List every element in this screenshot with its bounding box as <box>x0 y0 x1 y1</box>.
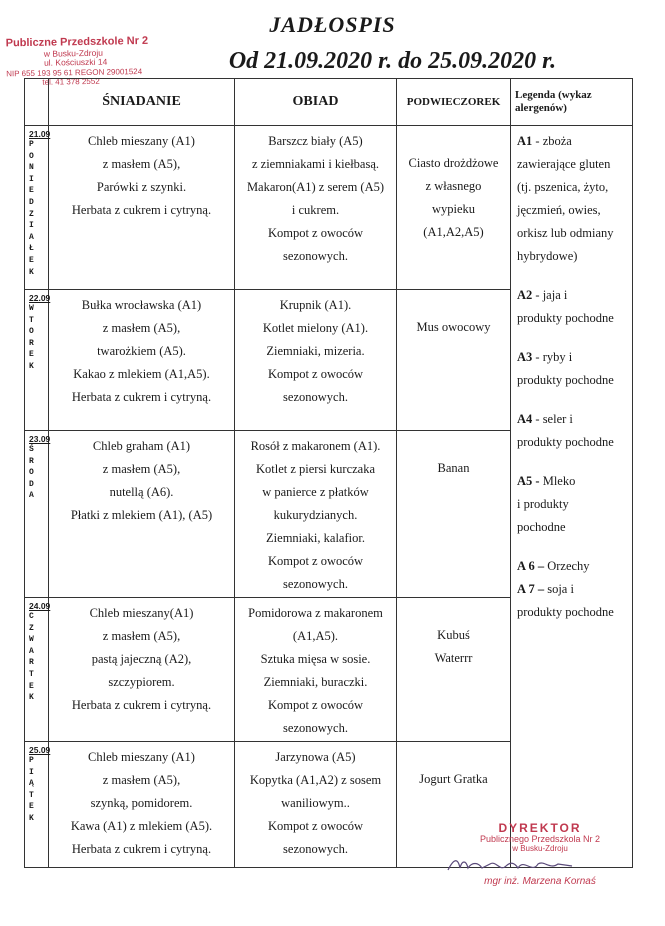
menu-line: Banan <box>437 461 470 475</box>
menu-line: Kopytka (A1,A2) z sosem <box>249 773 382 787</box>
menu-line: szczypiorem. <box>108 675 175 689</box>
day-letter: A <box>29 232 34 242</box>
day-letter: K <box>29 267 34 277</box>
legend-line: produkty pochodne <box>517 373 614 387</box>
day-letter: R <box>29 658 34 668</box>
legend-item-a1: A1 - zboża <box>517 134 572 148</box>
legend-line: produkty pochodne <box>517 311 614 325</box>
legend-item-a6: A 6 – Orzechy <box>517 559 590 573</box>
director-signature <box>440 854 580 876</box>
menu-line: (A1,A5). <box>292 629 339 643</box>
menu-line: Parówki z szynki. <box>96 180 187 194</box>
menu-line: z masłem (A5), <box>102 321 181 335</box>
menu-line: Kubuś <box>437 628 470 642</box>
menu-line: sezonowych. <box>283 390 348 404</box>
director-name: mgr inż. Marzena Kornaś <box>484 875 596 887</box>
menu-line: Kompot z owoców <box>267 698 364 712</box>
snack-cell <box>397 126 511 290</box>
menu-line: sezonowych. <box>283 842 348 856</box>
legend-item-a4: A4 - seler i <box>517 412 573 426</box>
day-letter: E <box>29 681 34 691</box>
day-row <box>25 126 633 290</box>
legend-line: orkisz lub odmiany <box>517 226 614 240</box>
menu-line: z masłem (A5), <box>102 773 181 787</box>
day-label <box>25 598 49 742</box>
menu-line: sezonowych. <box>283 721 348 735</box>
menu-line: Herbata z cukrem i cytryną. <box>71 390 212 404</box>
menu-line: szynką, pomidorem. <box>90 796 193 810</box>
menu-line: Makaron(A1) z serem (A5) <box>246 180 385 194</box>
menu-line: Pomidorowa z makaronem <box>248 606 383 620</box>
day-letter: I <box>29 767 34 777</box>
menu-title: JADŁOSPIS <box>269 12 396 37</box>
day-letter: N <box>29 163 34 173</box>
legend-item-a2: A2 - jaja i <box>517 288 568 302</box>
breakfast-cell <box>49 126 235 290</box>
day-date: 21.09 <box>29 129 51 139</box>
day-label <box>25 431 49 598</box>
header-row <box>25 79 633 126</box>
day-letter: E <box>29 350 34 360</box>
legend-item-a7: A 7 – soja i <box>517 582 574 596</box>
menu-line: Kakao z mlekiem (A1,A5). <box>73 367 210 381</box>
day-letter: P <box>29 140 34 149</box>
menu-line: Kompot z owoców <box>267 819 364 833</box>
snack-cell <box>397 598 511 742</box>
day-label <box>25 742 49 868</box>
menu-line: Kotlet mielony (A1). <box>262 321 369 335</box>
day-name <box>29 139 46 278</box>
day-name <box>29 303 46 373</box>
menu-line: sezonowych. <box>283 577 348 591</box>
legend-header: Legenda (wykaz alergenów) <box>511 79 633 126</box>
stamp-line: tel. 41 378 2552 <box>42 77 100 88</box>
legend-line: zawierające gluten <box>517 157 611 171</box>
menu-line: Krupnik (A1). <box>279 298 352 312</box>
menu-line: Ziemniaki, kalafior. <box>266 531 365 545</box>
menu-line: Kotlet z piersi kurczaka <box>255 462 376 476</box>
day-letter: Z <box>29 209 34 219</box>
legend-line: produkty pochodne <box>517 605 614 619</box>
legend-line: (tj. pszenica, żyto, <box>517 180 609 194</box>
legend-item-a3: A3 - ryby i <box>517 350 573 364</box>
menu-line: twarożkiem (A5). <box>97 344 186 358</box>
menu-line: Mus owocowy <box>416 320 491 334</box>
menu-line: Chleb graham (A1) <box>92 439 191 453</box>
director-stamp <box>440 822 640 887</box>
day-letter: P <box>29 756 34 765</box>
stamp-line: Publiczne Przedszkole Nr 2 <box>5 34 149 50</box>
menu-line: Rosół z makaronem (A1). <box>250 439 381 453</box>
breakfast-cell <box>49 598 235 742</box>
menu-line: Bułka wrocławska (A1) <box>81 298 202 312</box>
day-label <box>25 290 49 431</box>
menu-line: z ziemniakami i kiełbasą. <box>251 157 380 171</box>
allergen-legend <box>511 126 633 868</box>
menu-line: Kompot z owoców <box>267 554 364 568</box>
menu-line: waniliowym.. <box>281 796 350 810</box>
breakfast-cell <box>49 742 235 868</box>
menu-line: i cukrem. <box>291 203 340 217</box>
stamp-line: w Busku-Zdroju <box>43 47 103 59</box>
day-letter: K <box>29 693 34 703</box>
day-header <box>25 79 49 126</box>
day-letter: K <box>29 813 34 823</box>
breakfast-cell <box>49 290 235 431</box>
day-letter: I <box>29 221 34 231</box>
menu-line: Sztuka mięsa w sosie. <box>260 652 371 666</box>
menu-line: Barszcz biały (A5) <box>268 134 363 148</box>
menu-line: z masłem (A5), <box>102 629 181 643</box>
day-letter: O <box>29 151 34 161</box>
menu-line: (A1,A2,A5) <box>423 225 484 239</box>
menu-line: z własnego <box>425 179 482 193</box>
menu-line: Chleb mieszany (A1) <box>88 134 195 148</box>
day-letter: E <box>29 802 34 812</box>
menu-line: z masłem (A5), <box>102 157 181 171</box>
menu-line: Herbata z cukrem i cytryną. <box>71 698 212 712</box>
day-name <box>29 755 46 825</box>
menu-line: Chleb mieszany (A1) <box>88 750 195 764</box>
menu-line: wypieku <box>431 202 476 216</box>
menu-line: kukurydzianych. <box>273 508 358 522</box>
legend-line: jęczmień, owies, <box>517 203 601 217</box>
menu-line: Kompot z owoców <box>267 367 364 381</box>
day-letter: Ł <box>29 244 34 254</box>
menu-line: Chleb mieszany(A1) <box>89 606 194 620</box>
director-city: w Busku-Zdroju <box>512 844 568 854</box>
day-letter: K <box>29 361 34 371</box>
menu-line: Waterrr <box>434 651 473 665</box>
lunch-cell <box>235 742 397 868</box>
legend-line: produkty pochodne <box>517 435 614 449</box>
day-date: 23.09 <box>29 434 51 444</box>
menu-line: z masłem (A5), <box>102 462 181 476</box>
day-letter: E <box>29 186 34 196</box>
menu-line: w panierce z płatków <box>262 485 369 499</box>
menu-line: Herbata z cukrem i cytryną. <box>71 203 212 217</box>
day-letter: E <box>29 255 34 265</box>
day-letter: R <box>29 456 34 466</box>
lunch-cell <box>235 290 397 431</box>
breakfast-cell <box>49 431 235 598</box>
menu-line: Jarzynowa (A5) <box>275 750 356 764</box>
menu-line: sezonowych. <box>283 249 348 263</box>
snack-header: PODWIECZOREK <box>397 79 511 126</box>
day-letter: W <box>29 635 34 645</box>
lunch-cell <box>235 126 397 290</box>
day-letter: T <box>29 790 34 800</box>
director-school: Publicznego Przedszkola Nr 2 <box>479 834 601 845</box>
day-letter: Z <box>29 623 34 633</box>
day-letter: D <box>29 197 34 207</box>
menu-line: Herbata z cukrem i cytryną. <box>71 842 212 856</box>
day-letter: C <box>29 612 34 621</box>
menu-line: nutellą (A6). <box>109 485 174 499</box>
menu-table <box>24 78 633 868</box>
day-letter: I <box>29 174 34 184</box>
menu-line: Ziemniaki, mizeria. <box>266 344 365 358</box>
day-date: 25.09 <box>29 745 51 755</box>
lunch-header: OBIAD <box>235 79 397 126</box>
stamp-line: ul. Kościuszki 14 <box>43 57 108 69</box>
day-letter: O <box>29 468 34 478</box>
snack-cell <box>397 431 511 598</box>
director-title: DYREKTOR <box>498 821 582 835</box>
day-letter: Ą <box>29 779 34 789</box>
lunch-cell <box>235 431 397 598</box>
stamp-line: NIP 655 193 95 61 REGON 29001524 <box>6 67 143 79</box>
day-name <box>29 444 46 502</box>
day-letter: Ś <box>29 445 34 454</box>
legend-line: pochodne <box>517 520 566 534</box>
day-name <box>29 611 46 704</box>
legend-line: i produkty <box>517 497 569 511</box>
menu-line: Ciasto drożdżowe <box>408 156 499 170</box>
menu-period-text: Od 21.09.2020 r. do 25.09.2020 r. <box>228 48 557 74</box>
day-letter: A <box>29 491 34 501</box>
menu-line: pastą jajeczną (A2), <box>91 652 192 666</box>
breakfast-header: ŚNIADANIE <box>49 79 235 126</box>
day-letter: W <box>29 304 34 313</box>
menu-line: Kawa (A1) z mlekiem (A5). <box>70 819 213 833</box>
day-letter: A <box>29 646 34 656</box>
day-letter: D <box>29 479 34 489</box>
menu-line: Ziemniaki, buraczki. <box>263 675 368 689</box>
snack-cell <box>397 290 511 431</box>
day-letter: T <box>29 315 34 325</box>
menu-line: Płatki z mlekiem (A1), (A5) <box>70 508 213 522</box>
menu-line: Kompot z owoców <box>267 226 364 240</box>
day-date: 22.09 <box>29 293 51 303</box>
day-letter: R <box>29 338 34 348</box>
legend-line: hybrydowe) <box>517 249 578 263</box>
menu-line: Jogurt Gratka <box>419 772 488 786</box>
lunch-cell <box>235 598 397 742</box>
day-label <box>25 126 49 290</box>
day-letter: T <box>29 669 34 679</box>
legend-item-a5: A5 - Mleko <box>517 474 576 488</box>
day-letter: O <box>29 327 34 337</box>
day-date: 24.09 <box>29 601 51 611</box>
